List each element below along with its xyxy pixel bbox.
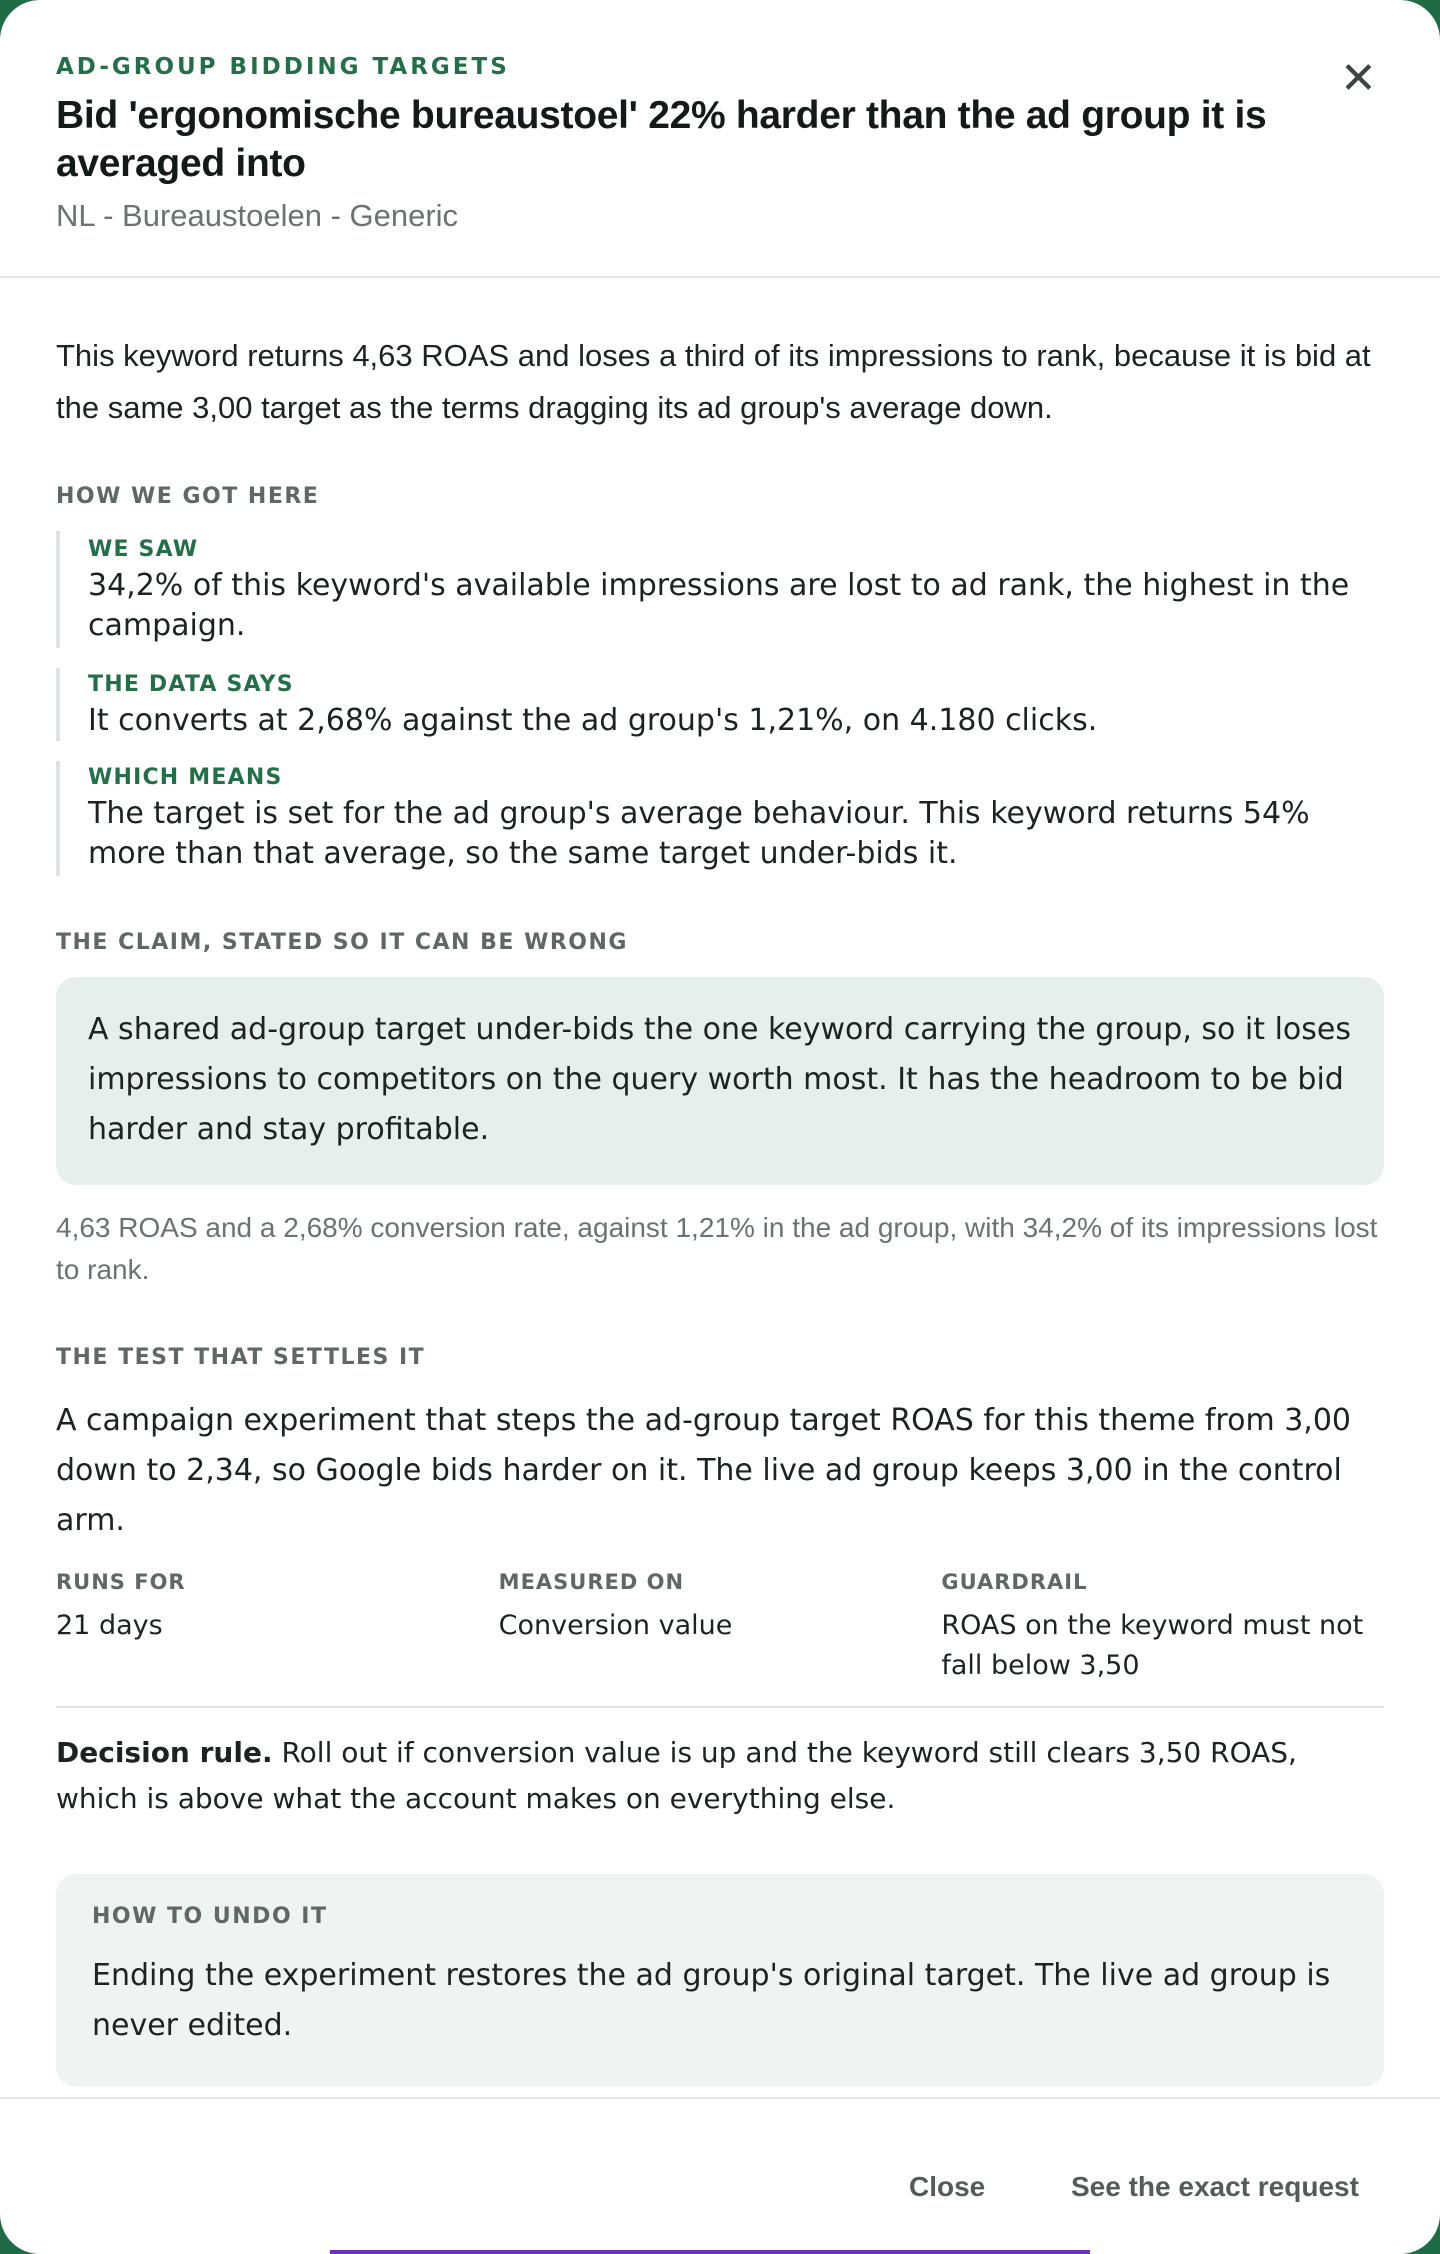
close-icon[interactable]: ✕ bbox=[1340, 54, 1377, 103]
ad-group-name: NL - Bureaustoelen - Generic bbox=[56, 198, 459, 233]
decision-rule-label: Decision rule. bbox=[56, 1736, 273, 1769]
claim-box: A shared ad-group target under-bids the one keyword carrying the group, so it loses impressions to competitors on the query worth most. It has the headroom to be bid harder and stay profitable. bbox=[56, 977, 1384, 1185]
category-eyebrow: AD-GROUP BIDDING TARGETS bbox=[56, 54, 510, 80]
claim-heading: THE CLAIM, STATED SO IT CAN BE WRONG bbox=[56, 930, 628, 955]
dialog-title: Bid 'ergonomische bureaustoel' 22% harder than the ad group it is averaged into bbox=[56, 94, 1267, 185]
step-label: WHICH MEANS bbox=[88, 765, 283, 790]
guardrail-value: ROAS on the keyword must not fall below 3,50 bbox=[941, 1610, 1364, 1681]
step-text: 34,2% of this keyword's available impressions are lost to ad rank, the highest in the campaign. bbox=[88, 568, 1350, 643]
test-parameters bbox=[56, 1570, 1384, 1708]
background-strip bbox=[330, 2250, 1090, 2254]
claim-evidence: 4,63 ROAS and a 2,68% conversion rate, against 1,21% in the ad group, with 34,2% of its impressions lost to rank. bbox=[56, 1212, 1378, 1285]
undo-heading: HOW TO UNDO IT bbox=[92, 1904, 328, 1929]
measured-on bbox=[499, 1570, 942, 1686]
step-text: The target is set for the ad group's average behaviour. This keyword returns 54% more than that average, so the same target under-bids it. bbox=[88, 796, 1310, 871]
decision-rule bbox=[56, 1730, 1384, 1822]
measured-on-value: Conversion value bbox=[498, 1610, 733, 1641]
dialog-body bbox=[0, 330, 1440, 2087]
see-exact-request-button[interactable]: See the exact request bbox=[1071, 2171, 1359, 2202]
test-description: A campaign experiment that steps the ad-group target ROAS for this theme from 3,00 down to 2,34, so Google bids harder on it. The live ad group keeps 3,00 in the control arm. bbox=[56, 1403, 1352, 1538]
reasoning-step-we-saw bbox=[56, 531, 1384, 648]
reasoning-step-which-means bbox=[56, 761, 1384, 876]
dialog-header bbox=[0, 0, 1440, 278]
step-text: It converts at 2,68% against the ad group's 1,21%, on 4.180 clicks. bbox=[88, 703, 1098, 738]
test-heading: THE TEST THAT SETTLES IT bbox=[56, 1345, 426, 1370]
summary-text: This keyword returns 4,63 ROAS and loses a third of its impressions to rank, because it is bid at the same 3,00 target as the terms dragging its ad group's average down. bbox=[56, 338, 1371, 425]
runs-for-label: RUNS FOR bbox=[56, 1570, 186, 1594]
runs-for-value: 21 days bbox=[56, 1610, 163, 1641]
reasoning-step-data-says bbox=[56, 668, 1384, 741]
step-label: WE SAW bbox=[88, 537, 199, 562]
guardrail-label: GUARDRAIL bbox=[941, 1570, 1088, 1594]
undo-text: Ending the experiment restores the ad group's original target. The live ad group is never edited. bbox=[92, 1958, 1331, 2043]
decision-rule-text: Roll out if conversion value is up and the keyword still clears 3,50 ROAS, which is above what the account makes on everything else. bbox=[56, 1736, 1297, 1815]
runs-for bbox=[56, 1570, 499, 1686]
close-button[interactable]: Close bbox=[909, 2171, 986, 2202]
how-we-got-here-heading: HOW WE GOT HERE bbox=[56, 484, 320, 509]
measured-on-label: MEASURED ON bbox=[498, 1570, 685, 1594]
step-label: THE DATA SAYS bbox=[88, 672, 294, 697]
dialog-footer bbox=[0, 2097, 1440, 2254]
guardrail bbox=[941, 1570, 1384, 1686]
undo-box bbox=[56, 1874, 1384, 2087]
